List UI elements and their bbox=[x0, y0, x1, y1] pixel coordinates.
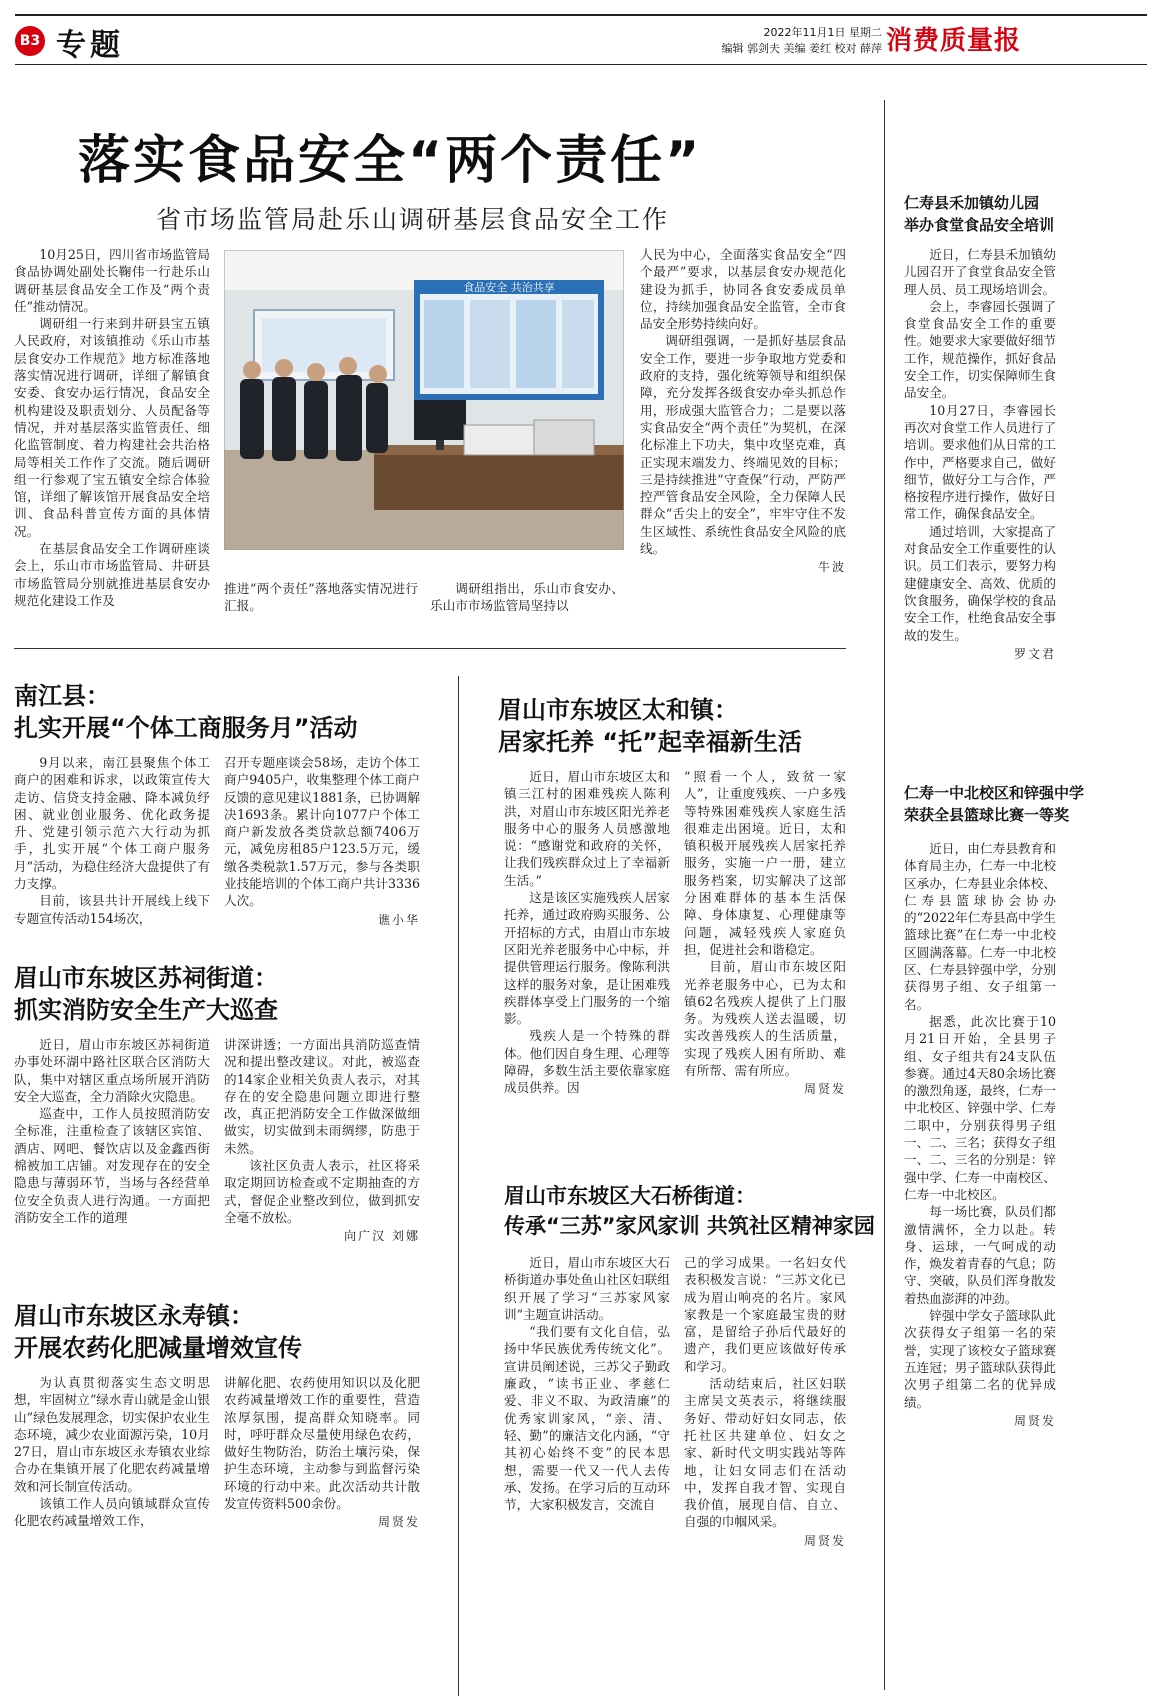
issue-date: 2022年11月1日 星期二 bbox=[763, 26, 882, 39]
nanjiang-byline: 谯小华 bbox=[377, 912, 420, 927]
susi-title-2: 抓实消防安全生产大巡查 bbox=[14, 996, 278, 1024]
nanjiang-title-2: 扎实开展“个体工商服务月”活动 bbox=[14, 714, 358, 742]
lead-photo-caption-a: 推进“两个责任”落地落实情况进行汇报。 bbox=[224, 581, 418, 614]
basketball-body: 近日，由仁寿县教育和体育局主办，仁寿一中北校区承办，仁寿县业余体校、仁寿县篮球协会协办的“2022年仁寿县高中学生篮球比赛”在仁寿一中北校区圆满落幕。仁寿一中北校区、仁寿县锌强中学，分别获得男子组、女子组第一名。 据悉，此次比赛于10月21日开始，全县男子组、女子组共有24支队伍参赛。通过4天80余场比赛的激烈角逐，最终，仁寿一中北校区、锌强中学、仁寿二职中，分别获得男子组一、二、三名；获得女子组一、二、三名的分别是：锌强中学、仁寿一中南校区、仁寿一中北校区。 每一场比赛，队员们都激情满怀，全力以赴。转身、运球，一气呵成的动作，焕发着青春的气息；防守、突破，队员们浑身散发着热血澎湃的冲劲。 锌强中学女子篮球队此次获得女子组第一名的荣誉，实现了该校女子篮球赛五连冠；男子篮球队获得此次男子组第二名的优异成绩。 周贤发 bbox=[904, 840, 1056, 1430]
page-badge-icon bbox=[15, 26, 45, 56]
right-column-rule bbox=[884, 100, 885, 1690]
masthead-bottom-rule bbox=[15, 64, 1147, 65]
page-number: B3 bbox=[19, 33, 41, 49]
photo-illustration bbox=[224, 250, 624, 550]
taihe-title-1: 眉山市东坡区太和镇： bbox=[498, 696, 738, 724]
taihe-col-2: “照看一个人，致贫一家人”，让重度残疾、一户多残等特殊困难残疾人家庭生活很难走出困境。近日，太和镇积极开展残疾人居家托养服务，实施一户一册，建立服务档案，切实解决了这部分困难群体的基本生活保障、身体康复、心理健康等问题，减轻残疾人家庭负担，促进社会和谐稳定。 目前，眉山市东坡区阳光养老服务中心，已为太和镇62名残疾人提供了上门服务。为残疾人送去温暖，切实改善残疾人的生活质量，实现了残疾人困有所助、难有所帮、需有所应。 周贤发 bbox=[684, 768, 846, 1099]
lead-col-3: 人民为中心，全面落实食品安全“四个最严”要求，以基层食安办规范化建设为抓手，协同各食安委成员单位，持续加强食品安全监管，全市食品安全形势持续向好。 调研组强调，一是抓好基层食品安全工作，要进一步争取地方党委和政府的支持，强化统筹领导和组织保障，充分发挥各级食安办牵头抓总作用，形成强大监管合力；二是要以落实食品安全“两个责任”为契机，在深化标准上下功夫，集中攻坚克难，真正实现末端发力、终端见效的目标；三是持续推进“守查保”行动，严防严控严管食品安全风险，全力保障人民群众“舌尖上的安全”，牢牢守住不发生区域性、系统性食品安全风险的底线。 牛波 bbox=[640, 246, 846, 577]
lead-byline: 牛波 bbox=[817, 560, 846, 575]
taihe-byline: 周贤发 bbox=[803, 1082, 846, 1097]
susi-byline: 向广汉 刘娜 bbox=[344, 1229, 420, 1244]
dashiqiao-col-1: 近日，眉山市东坡区大石桥街道办事处鱼山社区妇联组织开展了学习“三苏家风家训”主题宣讲活动。 “我们要有文化自信，弘扬中华民族优秀传统文化”。宣讲员阐述说，三苏父子勤政廉政，“读书正业、孝慈仁爱、非义不取、为政清廉”的优秀家训家风，“亲、清、轻、勤”的廉洁文化内涵，“守其初心始终不变”的民本思想，需要一代又一代人去传承、发扬。在学习后的互动环节，大家积极发言，交流自 bbox=[504, 1255, 670, 1513]
lead-photo-caption-b: 调研组指出，乐山市食安办、乐山市市场监管局坚持以 bbox=[430, 581, 624, 614]
basketball-title-1: 仁寿一中北校区和锌强中学 bbox=[904, 784, 1085, 802]
lead-col-1: 10月25日，四川省市场监管局食品协调处副处长鞠伟一行赴乐山调研基层食品安全工作及“两个责任”推动情况。 调研组一行来到井研县宝五镇人民政府，对该镇推动《乐山市基层食安办工作规范》地方标准落地落实情况进行调研，详细了解镇食安委、食安办运行情况，食品安全机构建设及职责划分、人员配备等情况，并对基层落实监管责任、细化监管制度、着力构建社会共治格局等相关工作作了交流。随后调研组一行参观了宝五镇安全综合体验馆，详细了解该馆开展食品安全培训、食品科普宣传方面的具体情况。 在基层食品安全工作调研座谈会上，乐山市市场监管局、井研县市场监管局分别就推进基层食安办规范化建设工作及 bbox=[14, 247, 210, 608]
yongshou-col-2: 讲解化肥、农药使用知识以及化肥农药减量增效工作的重要性，营造浓厚氛围，提高群众知晓率。同时，呼吁群众尽量使用绿色农药，做好生物防治，防治土壤污染，保护生态环境，主动参与到监督污染环境的行动中来。此次活动共计散发宣传资料500余份。 周贤发 bbox=[224, 1374, 420, 1532]
masthead-top-rule bbox=[15, 14, 1147, 16]
lead-subtitle: 省市场监管局赴乐山调研基层食品安全工作 bbox=[156, 205, 670, 234]
taihe-title-2: 居家托养 “托”起幸福新生活 bbox=[498, 728, 802, 756]
staff-credits: 编辑 郭剑夫 美编 姜红 校对 薛萍 bbox=[721, 42, 882, 55]
dashiqiao-title-2: 传承“三苏”家风家训 共筑社区精神家园 bbox=[504, 1214, 875, 1238]
svg-text:食品安全 共治共享: 食品安全 共治共享 bbox=[463, 281, 555, 294]
masthead bbox=[0, 0, 1162, 70]
dashiqiao-col-2: 己的学习成果。一名妇女代表积极发言说：“三苏文化已成为眉山响亮的名片。家风家教是一个家庭最宝贵的财富，是留给子孙后代最好的遗产，我们更应该做好传承和学习。 活动结束后，社区妇联主席吴文英表示，将继续服务好、带动好妇女同志，依托社区共建单位、妇女之家、新时代文明实践站等阵地，让妇女同志们在活动中，发挥自我才智、实现自我价值，展现自信、自立、自强的巾帼风采。 周贤发 bbox=[684, 1254, 846, 1550]
yongshou-title-2: 开展农药化肥减量增效宣传 bbox=[14, 1334, 302, 1362]
heji-byline: 罗文君 bbox=[1013, 646, 1056, 661]
dashiqiao-byline: 周贤发 bbox=[803, 1533, 846, 1548]
susi-col-1: 近日，眉山市东坡区苏祠街道办事处环湖中路社区联合区消防大队，集中对辖区重点场所展开消防安全大巡查，全力消除火灾隐患。 巡查中，工作人员按照消防安全标准，注重检查了该辖区宾馆、酒店、网吧、餐饮店以及金鑫西街棉被加工店铺。对发现存在的安全隐患与薄弱环节，当场与各经营单位安全负责人进行沟通。一方面把消防安全工作的道理 bbox=[14, 1037, 210, 1225]
heji-title-1: 仁寿县禾加镇幼儿园 bbox=[904, 194, 1040, 212]
nanjiang-col-2: 召开专题座谈会58场，走访个体工商户9405户，收集整理个体工商户反馈的意见建议1881条，已协调解决1693条。累计向1077户个体工商户新发放各类贷款总额7406万元，减免房租85户123.5万元，缓缴各类税款1.57万元，参与各类职业技能培训的个体工商户共计3336人次。 谯小华 bbox=[224, 754, 420, 929]
heji-body: 近日，仁寿县禾加镇幼儿园召开了食堂食品安全管理人员、员工现场培训会。 会上，李睿园长强调了食堂食品安全工作的重要性。她要求大家要做好细节工作，规范操作，抓好食品安全工作，切实保障师生食品安全。 10月27日，李睿园长再次对食堂工作人员进行了培训。要求他们从日常的工作中，严格要求自己，做好细节，做好分工与合作，严格按程序进行操作，做好日常工作，确保食品安全。 通过培训，大家提高了对食品安全工作重要性的认识。员工们表示，要努力构建健康安全、高效、优质的饮食服务，确保学校的食品安全工作，杜绝食品安全事故的发生。 罗文君 bbox=[904, 246, 1056, 663]
susi-title-1: 眉山市东坡区苏祠街道： bbox=[14, 964, 278, 992]
lead-bottom-rule bbox=[14, 648, 846, 649]
dashiqiao-title-1: 眉山市东坡区大石桥街道： bbox=[504, 1184, 756, 1208]
paper-name: 消费质量报 bbox=[886, 26, 1022, 56]
nanjiang-title-1: 南江县： bbox=[14, 682, 110, 710]
basketball-title-2: 荣获全县篮球比赛一等奖 bbox=[904, 806, 1070, 824]
susi-col-2: 讲深讲透；一方面出具消防巡查情况和提出整改建议。对此，被巡查的14家企业相关负责人表示，对其存在的安全隐患问题立即进行整改，真正把消防安全工作做深做细做实，切实做到未雨绸缪，防患于未然。 该社区负责人表示，社区将采取定期回访检查或不定期抽查的方式，督促企业整改到位，做到抓安全毫不放松。 向广汉 刘娜 bbox=[224, 1036, 420, 1246]
yongshou-title-1: 眉山市东坡区永寿镇： bbox=[14, 1302, 254, 1330]
lead-title: 落实食品安全“两个责任” bbox=[78, 131, 703, 191]
mid-column-rule bbox=[458, 676, 459, 1696]
heji-title-2: 举办食堂食品安全培训 bbox=[904, 216, 1055, 234]
taihe-col-1: 近日，眉山市东坡区太和镇三江村的困难残疾人陈利洪，对眉山市东坡区阳光养老服务中心的服务人员感激地说：“感谢党和政府的关怀，让我们残疾群众过上了幸福新生活。” 这是该区实施残疾人居家托养，通过政府购买服务、公开招标的方式，由眉山市东坡区阳光养老服务中心中标，并提供管理运行服务。像陈利洪这样的服务对象，是让困难残疾群体享受上门服务的一个缩影。 残疾人是一个特殊的群体。他们因自身生理、心理等障碍，多数生活主要依靠家庭成员供养。因 bbox=[504, 769, 670, 1096]
photo-image bbox=[224, 250, 624, 550]
nanjiang-col-1: 9月以来，南江县聚焦个体工商户的困难和诉求，以政策宣传大走访、信贷支持金融、降本减负纾困、就业创业服务、优化政务提升、党建引领示范六大行动为抓手，扎实开展“个体工商户服务月”活动，为稳住经济大盘提供了有力支撑。 目前，该县共计开展线上线下专题宣传活动154场次， bbox=[14, 755, 210, 926]
yongshou-byline: 周贤发 bbox=[377, 1515, 420, 1530]
yongshou-col-1: 为认真贯彻落实生态文明思想，牢固树立“绿水青山就是金山银山”绿色发展理念，切实保护农业生态环境，减少农业面源污染，10月27日，眉山市东坡区永寿镇农业综合办在集镇开展了化肥农药减量增效和河长制宣传活动。 该镇工作人员向镇域群众宣传化肥农药减量增效工作， bbox=[14, 1375, 210, 1529]
basketball-byline: 周贤发 bbox=[1013, 1413, 1056, 1428]
section-title: 专题 bbox=[56, 28, 124, 63]
